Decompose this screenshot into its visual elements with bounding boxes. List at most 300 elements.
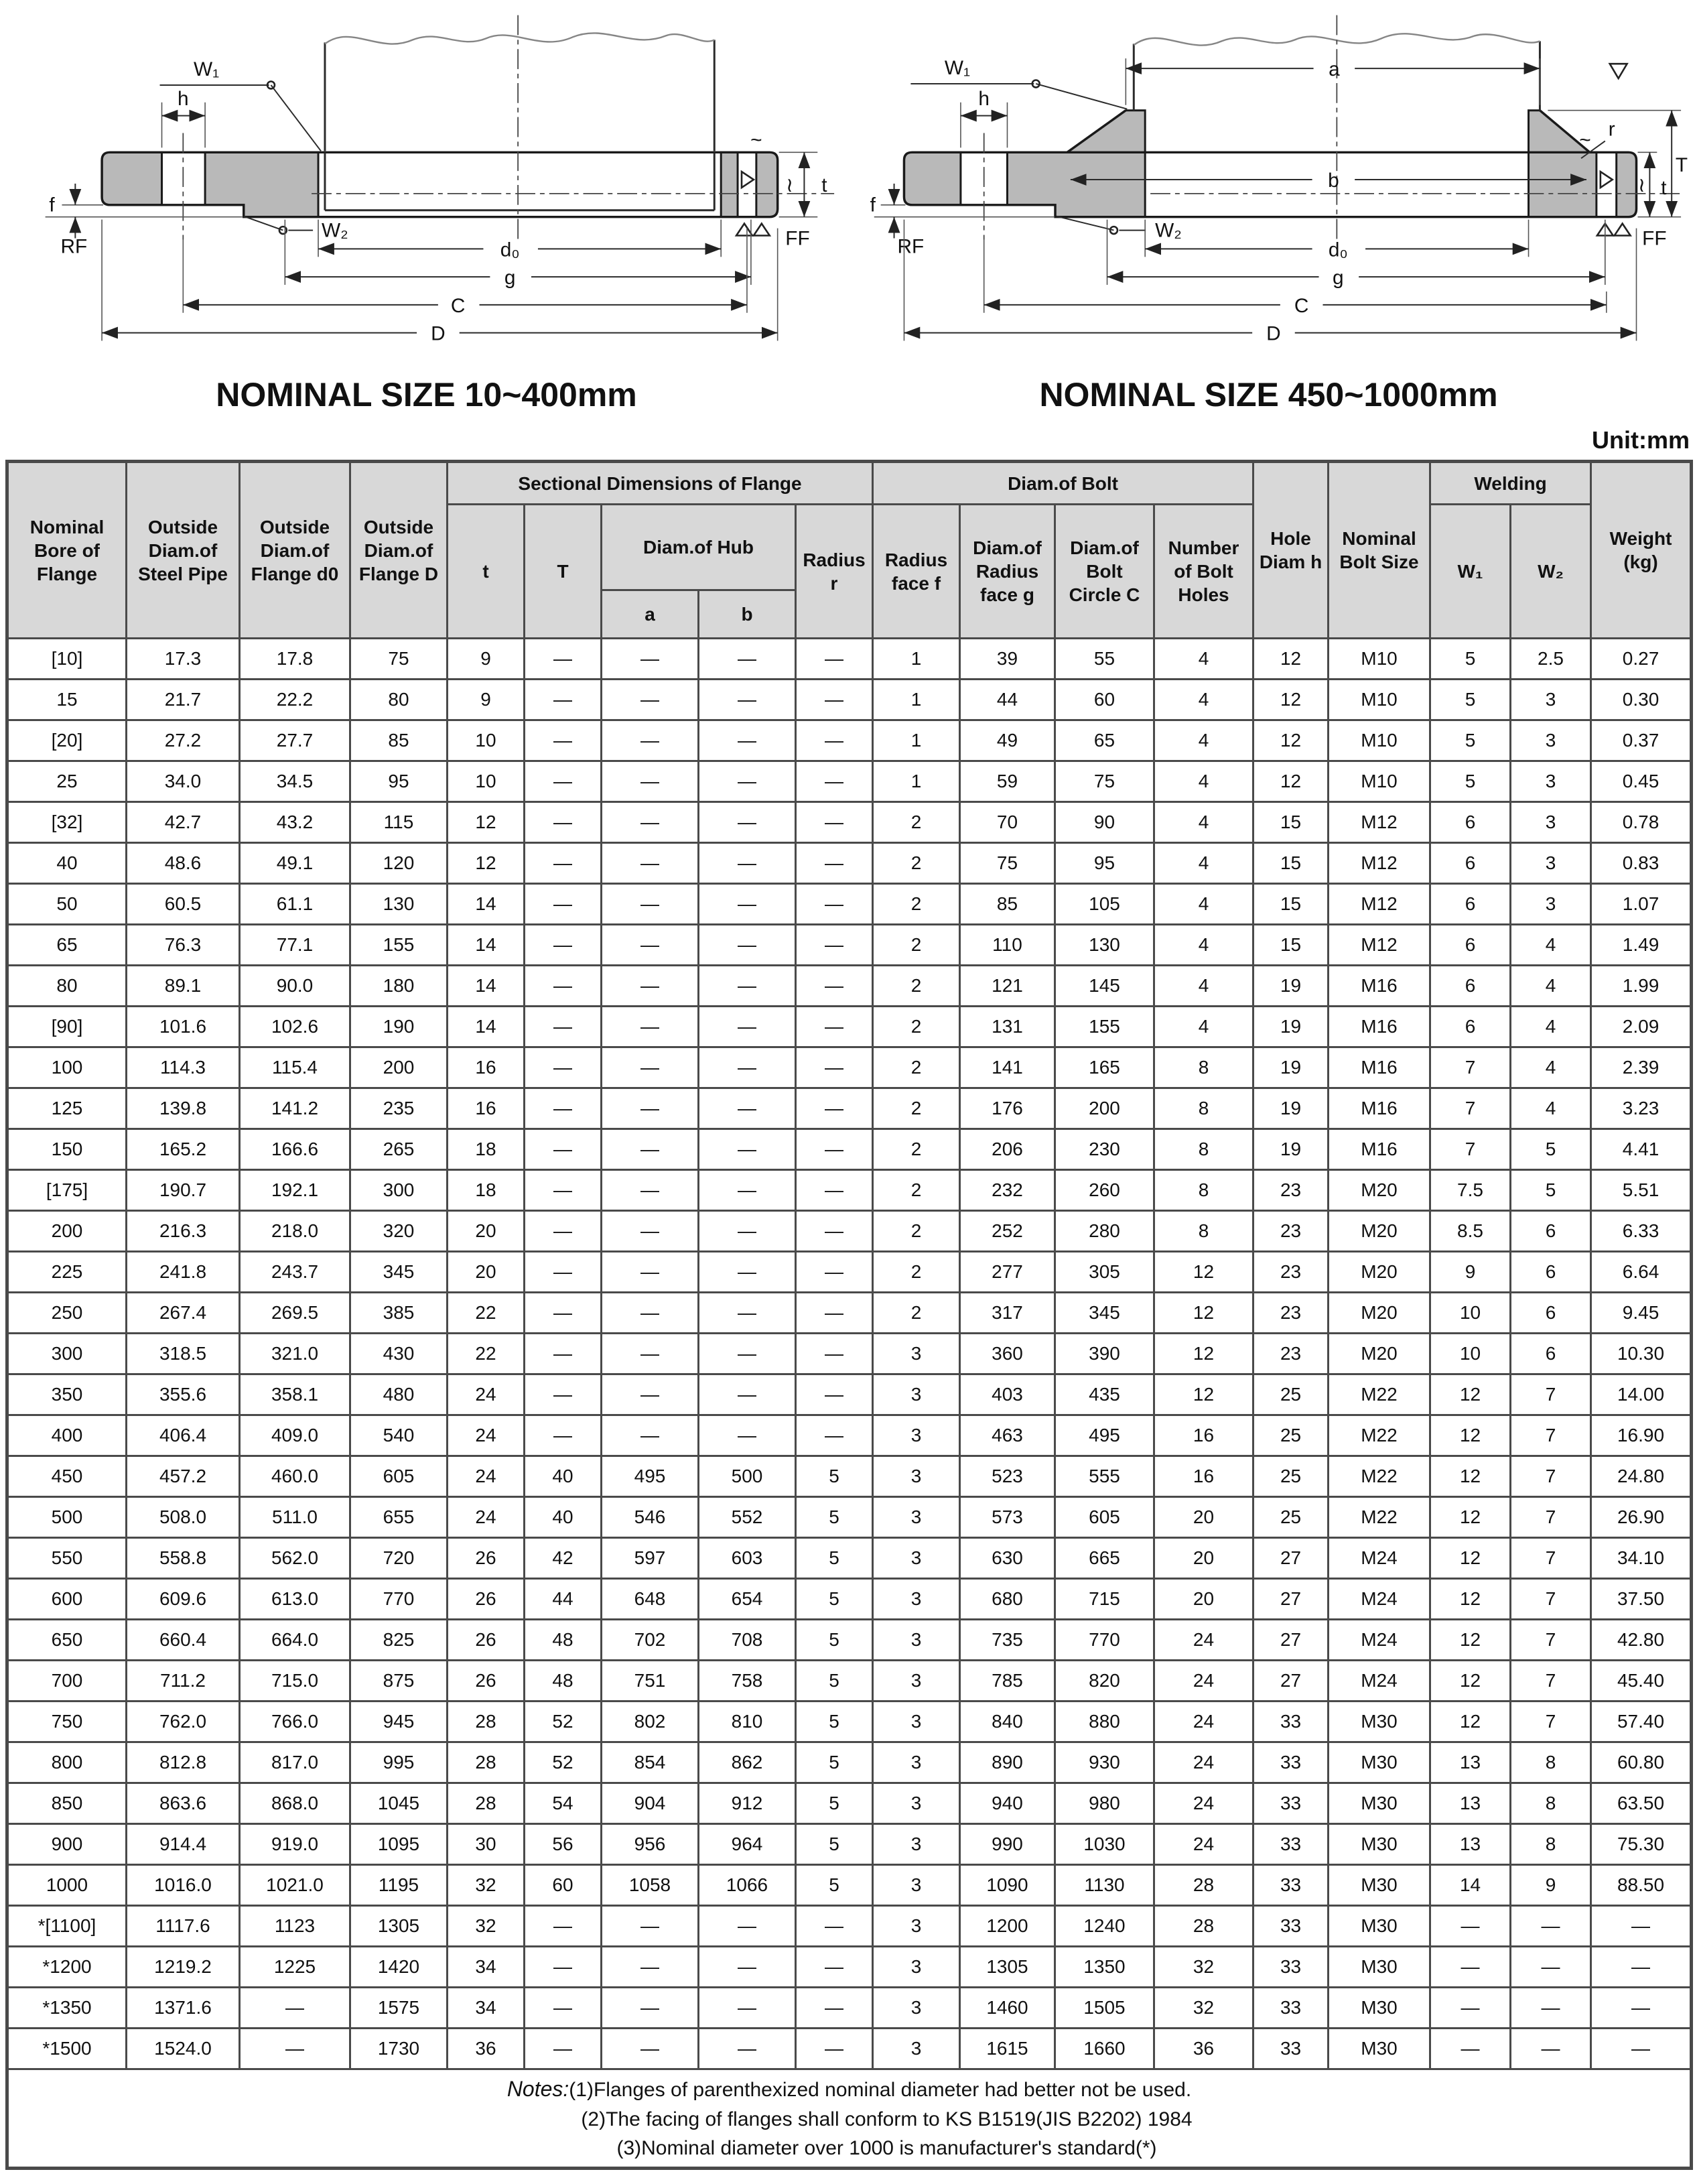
dim-label-rf: RF xyxy=(60,235,88,258)
flange-drawings xyxy=(5,4,1690,366)
table-cell: 52 xyxy=(525,1701,602,1742)
table-cell: 27 xyxy=(1253,1661,1329,1701)
table-cell: 190.7 xyxy=(127,1170,240,1211)
dim-label-t: t xyxy=(821,174,827,196)
table-cell: 1095 xyxy=(350,1824,448,1865)
table-cell: 34 xyxy=(448,1988,525,2029)
table-cell: 305 xyxy=(1055,1252,1154,1293)
table-cell: 20 xyxy=(448,1252,525,1293)
table-cell: 141 xyxy=(960,1047,1055,1088)
col-header-hole-diam: Hole Diam h xyxy=(1253,462,1329,639)
table-cell: 101.6 xyxy=(127,1007,240,1047)
table-cell: 904 xyxy=(602,1783,699,1824)
table-cell: 190 xyxy=(350,1007,448,1047)
table-cell: 12 xyxy=(1154,1293,1253,1334)
table-cell: 5 xyxy=(796,1538,873,1579)
table-cell: — xyxy=(796,802,873,843)
table-cell: 12 xyxy=(1430,1374,1511,1415)
table-cell: 8 xyxy=(1511,1783,1591,1824)
table-cell: — xyxy=(796,2029,873,2069)
table-cell: 9.45 xyxy=(1591,1293,1692,1334)
table-cell: 735 xyxy=(960,1620,1055,1661)
table-cell: 17.8 xyxy=(240,639,350,680)
table-cell: 648 xyxy=(602,1579,699,1620)
table-cell: 23 xyxy=(1253,1293,1329,1334)
table-cell: — xyxy=(602,1088,699,1129)
table-cell: 1730 xyxy=(350,2029,448,2069)
table-cell: 400 xyxy=(7,1415,127,1456)
table-cell: 750 xyxy=(7,1701,127,1742)
table-cell: — xyxy=(796,1293,873,1334)
table-cell: 817.0 xyxy=(240,1742,350,1783)
table-cell: 2 xyxy=(873,1252,960,1293)
table-cell: 10 xyxy=(448,720,525,761)
table-cell: 7 xyxy=(1511,1701,1591,1742)
table-cell: — xyxy=(602,1988,699,2029)
table-cell: 355.6 xyxy=(127,1374,240,1415)
dim-label-T: T xyxy=(1675,154,1688,177)
table-row xyxy=(7,1374,1692,1415)
table-cell: — xyxy=(602,966,699,1007)
table-cell: 39 xyxy=(960,639,1055,680)
table-cell: 480 xyxy=(350,1374,448,1415)
table-cell: M12 xyxy=(1329,843,1430,884)
table-cell: 16 xyxy=(1154,1415,1253,1456)
table-cell: — xyxy=(240,1988,350,2029)
table-row xyxy=(7,843,1692,884)
table-cell: 1420 xyxy=(350,1947,448,1988)
title-large-size: NOMINAL SIZE 450~1000mm xyxy=(1039,376,1498,413)
table-cell: 409.0 xyxy=(240,1415,350,1456)
table-row xyxy=(7,1783,1692,1824)
table-cell: 216.3 xyxy=(127,1211,240,1252)
table-cell: 5 xyxy=(1430,761,1511,802)
table-cell: 6.33 xyxy=(1591,1211,1692,1252)
table-cell: 26 xyxy=(448,1579,525,1620)
table-cell: — xyxy=(525,761,602,802)
table-cell: 225 xyxy=(7,1252,127,1293)
table-cell: — xyxy=(602,884,699,925)
table-cell: 32 xyxy=(448,1906,525,1947)
table-cell: — xyxy=(699,1947,796,1988)
col-header-num-holes: Number of Bolt Holes xyxy=(1154,505,1253,639)
table-cell: 12 xyxy=(1430,1579,1511,1620)
table-cell: 3 xyxy=(873,1906,960,1947)
table-cell: 430 xyxy=(350,1334,448,1374)
table-cell: M16 xyxy=(1329,966,1430,1007)
table-cell: 9 xyxy=(1511,1865,1591,1906)
table-cell: 16 xyxy=(1154,1456,1253,1497)
table-cell: 1016.0 xyxy=(127,1865,240,1906)
table-cell: 34.0 xyxy=(127,761,240,802)
table-cell: 5 xyxy=(796,1742,873,1783)
table-cell: — xyxy=(1511,1988,1591,2029)
table-cell: 27 xyxy=(1253,1538,1329,1579)
table-cell: 4 xyxy=(1154,1007,1253,1047)
table-cell: 232 xyxy=(960,1170,1055,1211)
table-cell: 10.30 xyxy=(1591,1334,1692,1374)
table-cell: — xyxy=(699,1293,796,1334)
table-cell: — xyxy=(525,802,602,843)
table-cell: 3 xyxy=(873,1947,960,1988)
table-cell: 912 xyxy=(699,1783,796,1824)
table-cell: 16 xyxy=(448,1047,525,1088)
table-row xyxy=(7,966,1692,1007)
table-row xyxy=(7,1701,1692,1742)
table-cell: — xyxy=(796,843,873,884)
table-cell: 25 xyxy=(1253,1374,1329,1415)
table-cell: 12 xyxy=(1154,1374,1253,1415)
table-cell: 8 xyxy=(1154,1211,1253,1252)
table-cell: — xyxy=(525,680,602,720)
table-cell: M24 xyxy=(1329,1579,1430,1620)
table-cell: 2 xyxy=(873,1170,960,1211)
table-cell: 7 xyxy=(1511,1456,1591,1497)
dim-label-ff: FF xyxy=(785,227,810,250)
table-cell: 0.83 xyxy=(1591,843,1692,884)
table-row xyxy=(7,884,1692,925)
table-row xyxy=(7,761,1692,802)
table-cell: 20 xyxy=(1154,1579,1253,1620)
table-cell: [175] xyxy=(7,1170,127,1211)
flange-table-body xyxy=(7,639,1692,2069)
table-cell: 75.30 xyxy=(1591,1824,1692,1865)
table-cell: 65 xyxy=(7,925,127,966)
table-cell: 4 xyxy=(1154,966,1253,1007)
table-cell: 2 xyxy=(873,1293,960,1334)
table-cell: 1371.6 xyxy=(127,1988,240,2029)
dim-label-a: a xyxy=(1329,58,1340,81)
table-cell: 265 xyxy=(350,1129,448,1170)
table-cell: — xyxy=(602,639,699,680)
table-cell: M20 xyxy=(1329,1170,1430,1211)
table-cell: 7 xyxy=(1511,1538,1591,1579)
table-cell: 3 xyxy=(1511,680,1591,720)
table-cell: — xyxy=(796,884,873,925)
table-cell: — xyxy=(602,1293,699,1334)
flange-section-fill xyxy=(904,152,960,205)
table-cell: 940 xyxy=(960,1783,1055,1824)
col-header-w2: W₂ xyxy=(1511,505,1591,639)
approx-symbol: ~ xyxy=(1579,129,1591,151)
table-cell: 192.1 xyxy=(240,1170,350,1211)
table-cell: — xyxy=(602,1170,699,1211)
table-cell: 3 xyxy=(1511,761,1591,802)
table-cell: 40 xyxy=(7,843,127,884)
table-cell: — xyxy=(699,1415,796,1456)
table-cell: *1500 xyxy=(7,2029,127,2069)
table-cell: 0.78 xyxy=(1591,802,1692,843)
table-cell: 100 xyxy=(7,1047,127,1088)
table-cell: 3 xyxy=(1511,884,1591,925)
table-cell: 200 xyxy=(7,1211,127,1252)
table-cell: 48 xyxy=(525,1661,602,1701)
table-cell: 59 xyxy=(960,761,1055,802)
table-cell: 956 xyxy=(602,1824,699,1865)
table-row xyxy=(7,1497,1692,1538)
table-cell: 660.4 xyxy=(127,1620,240,1661)
table-cell: 180 xyxy=(350,966,448,1007)
table-cell: 42.7 xyxy=(127,802,240,843)
table-cell: 609.6 xyxy=(127,1579,240,1620)
table-cell: — xyxy=(602,843,699,884)
table-cell: 34.5 xyxy=(240,761,350,802)
group-header-hub: Diam.of Hub xyxy=(602,505,796,590)
notes-row xyxy=(7,2069,1692,2169)
table-cell: 130 xyxy=(1055,925,1154,966)
table-cell: 1660 xyxy=(1055,2029,1154,2069)
table-cell: 3 xyxy=(873,1824,960,1865)
table-cell: 28 xyxy=(448,1742,525,1783)
table-cell: — xyxy=(796,925,873,966)
table-cell: 28 xyxy=(1154,1865,1253,1906)
table-cell: 76.3 xyxy=(127,925,240,966)
table-cell: 60.5 xyxy=(127,884,240,925)
table-cell: 558.8 xyxy=(127,1538,240,1579)
table-cell: 1 xyxy=(873,720,960,761)
table-cell: — xyxy=(525,1334,602,1374)
table-cell: 320 xyxy=(350,1211,448,1252)
table-cell: 61.1 xyxy=(240,884,350,925)
table-cell: 12 xyxy=(1430,1701,1511,1742)
table-cell: *1350 xyxy=(7,1988,127,2029)
table-cell: — xyxy=(1511,2029,1591,2069)
table-cell: 5 xyxy=(1430,720,1511,761)
table-cell: 33 xyxy=(1253,2029,1329,2069)
table-cell: 121 xyxy=(960,966,1055,1007)
dim-label-d: D xyxy=(1266,322,1281,345)
table-cell: M16 xyxy=(1329,1007,1430,1047)
table-cell: 155 xyxy=(350,925,448,966)
table-cell: 120 xyxy=(350,843,448,884)
table-cell: — xyxy=(1430,1988,1511,2029)
table-cell: 1200 xyxy=(960,1906,1055,1947)
table-cell: — xyxy=(525,1415,602,1456)
table-row xyxy=(7,1824,1692,1865)
table-cell: 4 xyxy=(1154,720,1253,761)
table-cell: 8 xyxy=(1511,1742,1591,1783)
table-cell: 85 xyxy=(960,884,1055,925)
flange-section-large-svg xyxy=(848,4,1690,366)
table-cell: 358.1 xyxy=(240,1374,350,1415)
table-cell: — xyxy=(525,1170,602,1211)
table-cell: 4 xyxy=(1154,639,1253,680)
table-cell: 1225 xyxy=(240,1947,350,1988)
table-cell: 32 xyxy=(1154,1947,1253,1988)
table-cell: 33 xyxy=(1253,1988,1329,2029)
table-cell: 27 xyxy=(1253,1579,1329,1620)
table-cell: 613.0 xyxy=(240,1579,350,1620)
table-cell: — xyxy=(1591,1988,1692,2029)
table-row xyxy=(7,1211,1692,1252)
table-cell: 206 xyxy=(960,1129,1055,1170)
table-cell: 810 xyxy=(699,1701,796,1742)
table-cell: — xyxy=(525,1088,602,1129)
table-cell: — xyxy=(699,1252,796,1293)
table-cell: 32 xyxy=(448,1865,525,1906)
table-cell: 1058 xyxy=(602,1865,699,1906)
table-cell: M24 xyxy=(1329,1538,1430,1579)
table-cell: 12 xyxy=(448,802,525,843)
table-cell: 1219.2 xyxy=(127,1947,240,1988)
table-cell: 523 xyxy=(960,1456,1055,1497)
table-cell: 3 xyxy=(873,1334,960,1374)
table-cell: 8 xyxy=(1154,1129,1253,1170)
table-cell: 766.0 xyxy=(240,1701,350,1742)
table-cell: 243.7 xyxy=(240,1252,350,1293)
table-cell: 12 xyxy=(1430,1538,1511,1579)
flange-section-fill xyxy=(1007,111,1145,217)
table-cell: 6 xyxy=(1430,884,1511,925)
table-cell: 5 xyxy=(796,1701,873,1742)
table-cell: — xyxy=(699,680,796,720)
table-cell: 13 xyxy=(1430,1742,1511,1783)
table-cell: 165.2 xyxy=(127,1129,240,1170)
table-cell: 12 xyxy=(1430,1415,1511,1456)
unit-label: Unit:mm xyxy=(1592,426,1690,454)
table-cell: 2 xyxy=(873,1129,960,1170)
table-cell: 24 xyxy=(1154,1824,1253,1865)
table-cell: 17.3 xyxy=(127,639,240,680)
table-cell: 1123 xyxy=(240,1906,350,1947)
table-cell: 54 xyxy=(525,1783,602,1824)
table-cell: — xyxy=(796,1007,873,1047)
table-cell: — xyxy=(796,1906,873,1947)
table-cell: 555 xyxy=(1055,1456,1154,1497)
col-header-pipe-od: Outside Diam.of Steel Pipe xyxy=(127,462,240,639)
table-cell: — xyxy=(1430,1947,1511,1988)
table-cell: 715 xyxy=(1055,1579,1154,1620)
table-cell: 36 xyxy=(1154,2029,1253,2069)
table-cell: 40 xyxy=(525,1497,602,1538)
table-cell: 34.10 xyxy=(1591,1538,1692,1579)
table-cell: — xyxy=(525,884,602,925)
table-cell: 7.5 xyxy=(1430,1170,1511,1211)
table-cell: — xyxy=(525,843,602,884)
table-cell: M16 xyxy=(1329,1047,1430,1088)
table-cell: — xyxy=(796,1088,873,1129)
table-cell: 15 xyxy=(1253,802,1329,843)
table-cell: 88.50 xyxy=(1591,1865,1692,1906)
table-row xyxy=(7,1988,1692,2029)
table-cell: 115.4 xyxy=(240,1047,350,1088)
table-cell: 16.90 xyxy=(1591,1415,1692,1456)
table-cell: 89.1 xyxy=(127,966,240,1007)
weld-symbol-icon xyxy=(736,224,752,236)
table-cell: 24 xyxy=(1154,1661,1253,1701)
dim-label-f: f xyxy=(870,194,876,216)
table-cell: 22.2 xyxy=(240,680,350,720)
table-cell: 6 xyxy=(1430,843,1511,884)
table-cell: 1195 xyxy=(350,1865,448,1906)
table-cell: 7 xyxy=(1430,1047,1511,1088)
table-cell: 546 xyxy=(602,1497,699,1538)
table-cell: 1305 xyxy=(350,1906,448,1947)
table-cell: 2.09 xyxy=(1591,1007,1692,1047)
table-cell: — xyxy=(699,1007,796,1047)
table-cell: 241.8 xyxy=(127,1252,240,1293)
table-cell: 18 xyxy=(448,1129,525,1170)
table-cell: 6.64 xyxy=(1591,1252,1692,1293)
table-cell: 868.0 xyxy=(240,1783,350,1824)
table-cell: 20 xyxy=(448,1211,525,1252)
flange-section-fill xyxy=(1617,152,1637,216)
table-cell: — xyxy=(525,2029,602,2069)
table-cell: 802 xyxy=(602,1701,699,1742)
table-cell: 875 xyxy=(350,1661,448,1701)
approx-symbol: ~ xyxy=(750,129,762,151)
table-row xyxy=(7,1252,1692,1293)
table-cell: 863.6 xyxy=(127,1783,240,1824)
table-cell: 603 xyxy=(699,1538,796,1579)
table-cell: 980 xyxy=(1055,1783,1154,1824)
table-cell: 12 xyxy=(1154,1252,1253,1293)
notes-line xyxy=(11,2073,1688,2105)
table-cell: [20] xyxy=(7,720,127,761)
table-cell: 252 xyxy=(960,1211,1055,1252)
table-cell: 32 xyxy=(1154,1988,1253,2029)
table-cell: 15 xyxy=(1253,884,1329,925)
table-cell: 200 xyxy=(1055,1088,1154,1129)
table-cell: 2.39 xyxy=(1591,1047,1692,1088)
table-cell: — xyxy=(525,1988,602,2029)
table-cell: 25 xyxy=(1253,1456,1329,1497)
table-cell: 70 xyxy=(960,802,1055,843)
table-cell: 21.7 xyxy=(127,680,240,720)
table-cell: 48.6 xyxy=(127,843,240,884)
table-cell: 511.0 xyxy=(240,1497,350,1538)
dim-label-d0: d₀ xyxy=(1328,239,1348,261)
table-cell: M30 xyxy=(1329,1783,1430,1824)
dim-label-f: f xyxy=(49,194,55,216)
dim-label-w1: W₁ xyxy=(193,58,220,81)
table-cell: 33 xyxy=(1253,1906,1329,1947)
table-cell: 33 xyxy=(1253,1701,1329,1742)
table-cell: 0.45 xyxy=(1591,761,1692,802)
table-cell: 10 xyxy=(1430,1334,1511,1374)
drawing-titles xyxy=(5,375,1690,414)
table-cell: M24 xyxy=(1329,1620,1430,1661)
table-cell: — xyxy=(525,925,602,966)
table-cell: — xyxy=(602,1334,699,1374)
table-cell: 2 xyxy=(873,925,960,966)
table-cell: 24 xyxy=(1154,1620,1253,1661)
table-cell: 4 xyxy=(1154,802,1253,843)
table-cell: 1 xyxy=(873,680,960,720)
table-cell: 33 xyxy=(1253,1824,1329,1865)
table-cell: 825 xyxy=(350,1620,448,1661)
approx-symbol: ≀ xyxy=(1637,174,1646,196)
table-cell: 218.0 xyxy=(240,1211,350,1252)
table-cell: 12 xyxy=(1154,1334,1253,1374)
table-cell: — xyxy=(1430,1906,1511,1947)
surface-finish-icon xyxy=(1610,64,1627,78)
table-cell: M24 xyxy=(1329,1661,1430,1701)
table-cell: 2 xyxy=(873,1047,960,1088)
table-cell: 102.6 xyxy=(240,1007,350,1047)
dim-label-r: r xyxy=(1608,118,1615,141)
table-cell: — xyxy=(602,1947,699,1988)
table-cell: 406.4 xyxy=(127,1415,240,1456)
table-cell: — xyxy=(602,1415,699,1456)
table-row xyxy=(7,639,1692,680)
notes-cell xyxy=(7,2069,1692,2169)
table-cell: 28 xyxy=(448,1701,525,1742)
table-cell: 19 xyxy=(1253,966,1329,1007)
table-cell: 1066 xyxy=(699,1865,796,1906)
table-cell: 56 xyxy=(525,1824,602,1865)
table-cell: 2 xyxy=(873,843,960,884)
